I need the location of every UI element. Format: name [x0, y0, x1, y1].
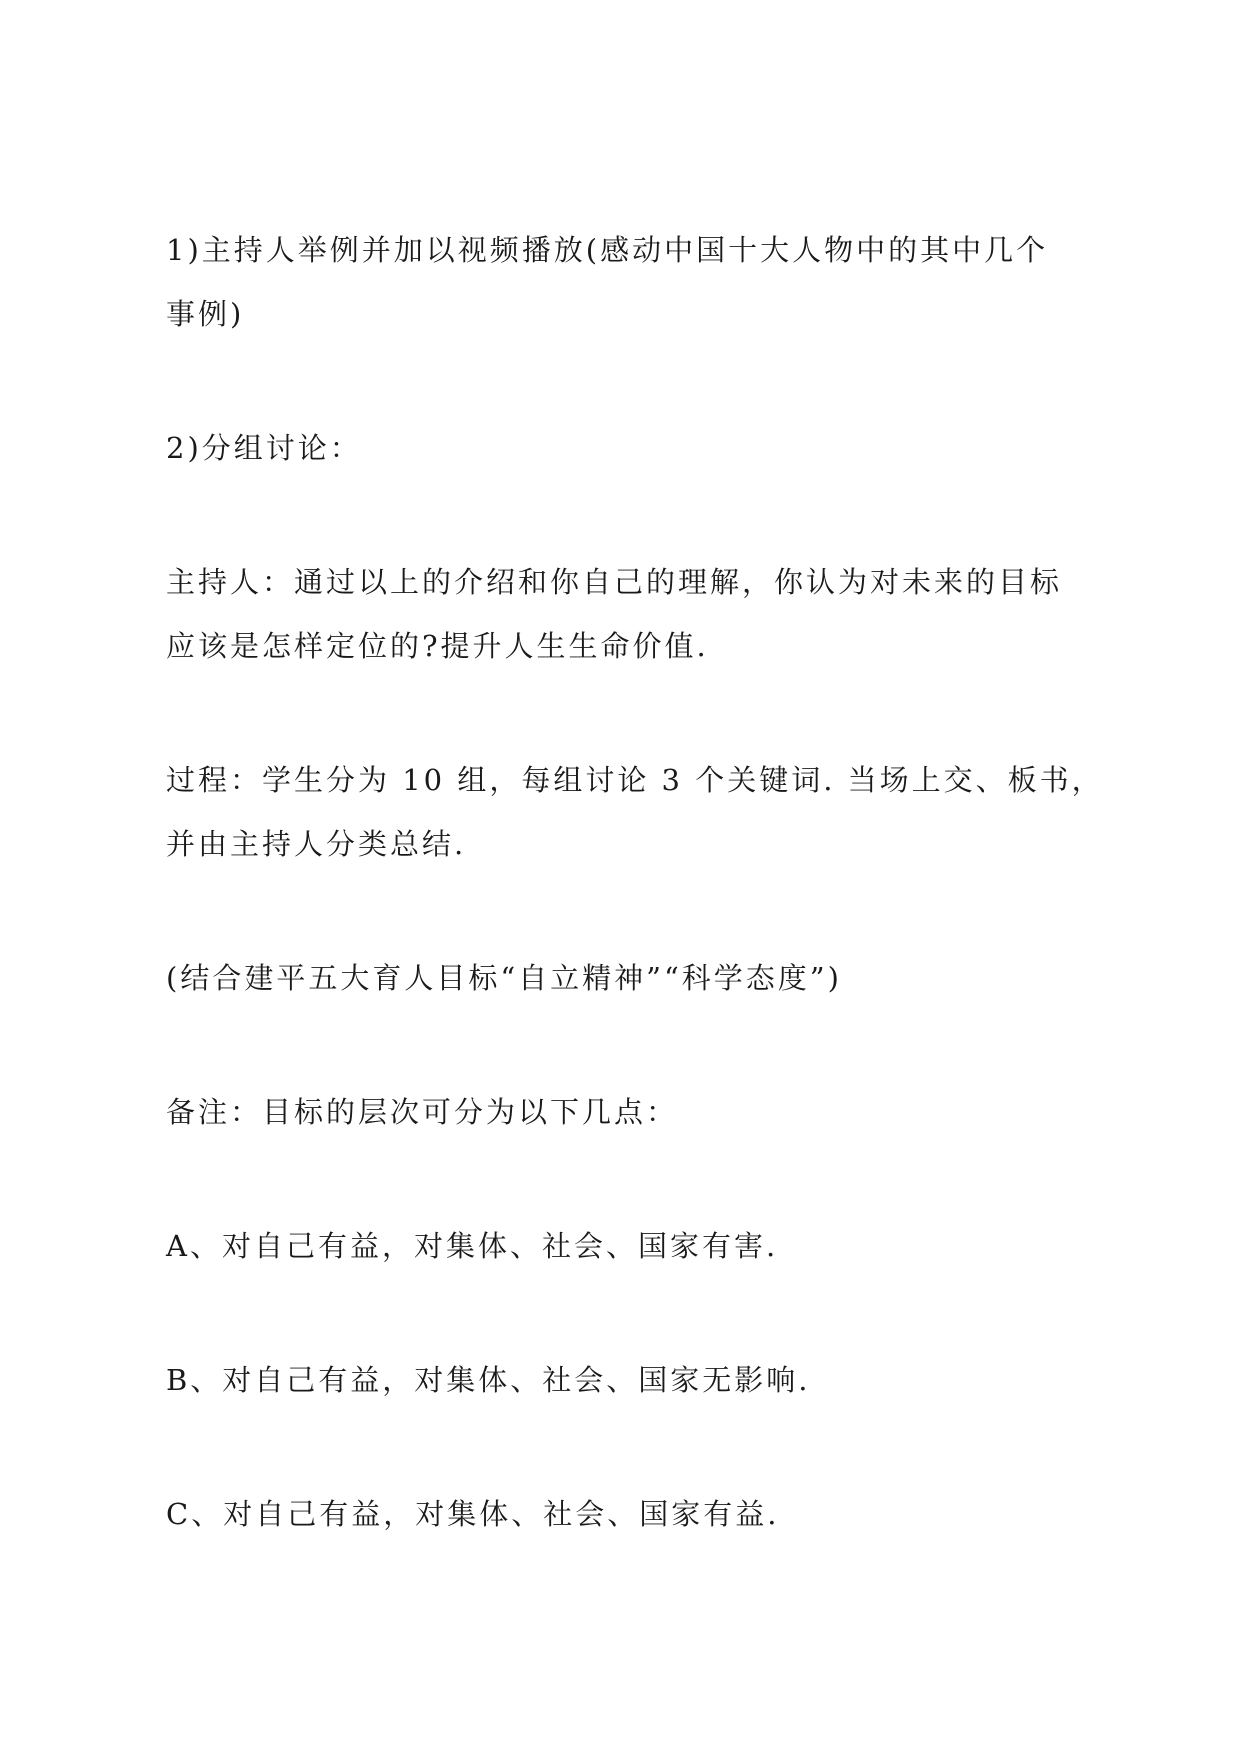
- paragraph-video-examples: [166, 218, 1096, 346]
- text-line: (结合建平五大育人目标“自立精神”“科学态度”): [166, 961, 842, 995]
- paragraph-level-a: [166, 1214, 1096, 1278]
- paragraph-level-b: [166, 1348, 1096, 1412]
- paragraph-education-goals: [166, 946, 1096, 1010]
- text-line: A、对自己有益，对集体、社会、国家有害.: [166, 1229, 779, 1263]
- text-line: C、对自己有益，对集体、社会、国家有益.: [166, 1497, 780, 1531]
- text-line: 事例): [166, 297, 245, 331]
- text-line: 并由主持人分类总结.: [166, 827, 467, 861]
- document-body: [166, 218, 1104, 1616]
- paragraph-level-c: [166, 1482, 1096, 1546]
- text-line: 1)主持人举例并加以视频播放(感动中国十大人物中的其中几个: [166, 233, 1049, 267]
- text-line: 过程：学生分为 10 组，每组讨论 3 个关键词. 当场上交、板书，: [166, 763, 1104, 797]
- paragraph-note: [166, 1080, 1096, 1144]
- paragraph-host-question: [166, 550, 1096, 678]
- paragraph-group-discussion: [166, 416, 1096, 480]
- paragraph-process: [166, 748, 1104, 876]
- text-line: 应该是怎样定位的?提升人生生命价值.: [166, 629, 709, 663]
- text-line: 2)分组讨论：: [166, 431, 362, 465]
- text-line: B、对自己有益，对集体、社会、国家无影响.: [166, 1363, 811, 1397]
- text-line: 备注：目标的层次可分为以下几点：: [166, 1095, 679, 1129]
- text-line: 主持人：通过以上的介绍和你自己的理解，你认为对未来的目标: [166, 565, 1063, 599]
